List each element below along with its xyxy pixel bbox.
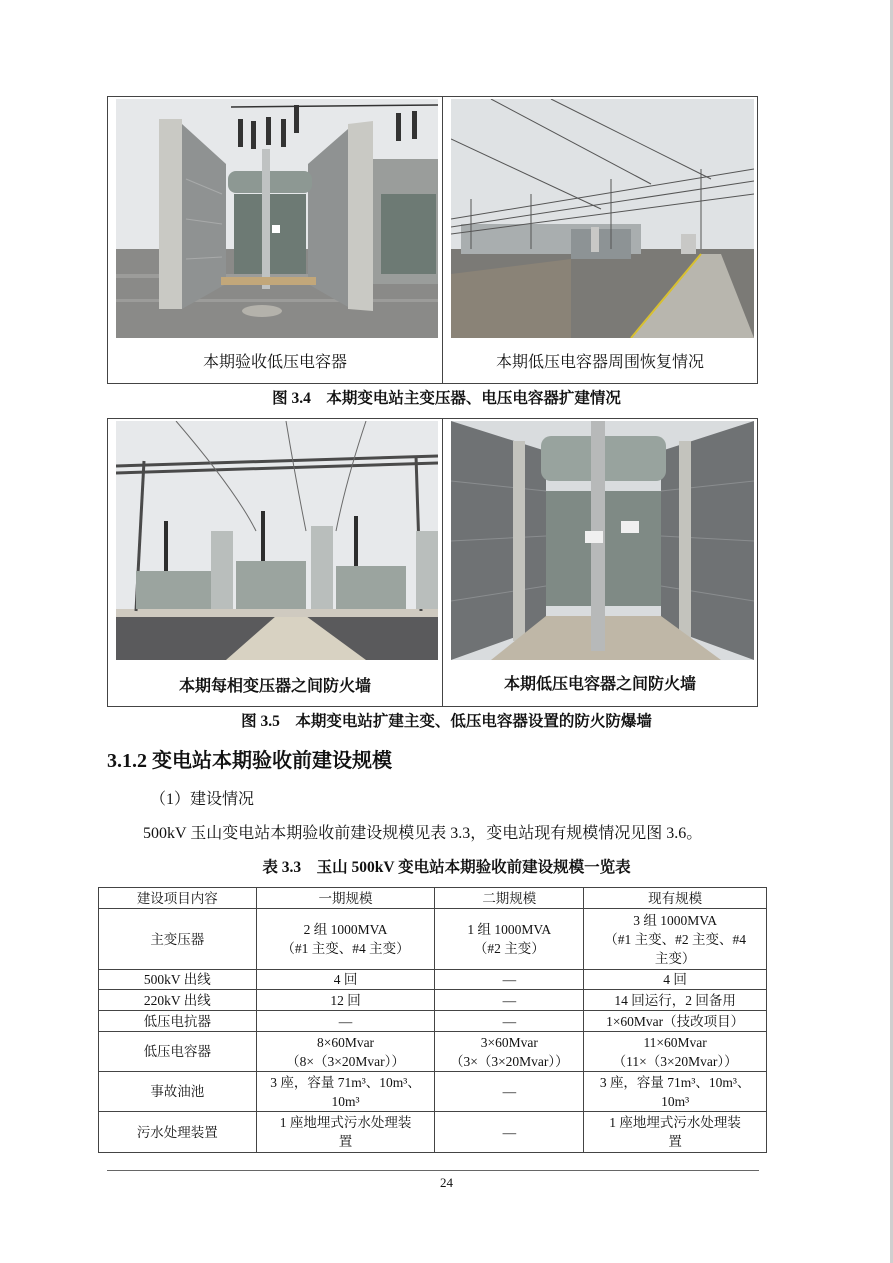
- table-cell: [584, 1032, 767, 1072]
- figure-3-4-right-caption: 本期低压电容器周围恢复情况: [495, 354, 704, 371]
- page-number: 24: [440, 1175, 453, 1190]
- cell-line: 8×60Mvar: [316, 1034, 375, 1050]
- table-cell: 低压电容器: [99, 1032, 257, 1072]
- table-cell: —: [435, 970, 584, 990]
- table-cell: 4 回: [256, 970, 435, 990]
- table-row: [99, 909, 767, 970]
- figure-3-4-title: 图 3.4 本期变电站主变压器、电压电容器扩建情况: [272, 390, 621, 407]
- cell-line: 10m³: [661, 1093, 690, 1109]
- cell-line: （3×（3×20Mvar））: [449, 1053, 569, 1069]
- figure-3-5-right-cell: [443, 419, 757, 706]
- cell-line: 10m³: [331, 1093, 360, 1109]
- table-cell: 污水处理装置: [99, 1112, 257, 1153]
- table-cell: 14 回运行，2 回备用: [584, 990, 767, 1011]
- body-paragraph: 500kV 玉山变电站本期验收前建设规模见表 3.3，变电站现有规模情况见图 3.6。: [143, 825, 703, 842]
- figure-3-4-left-caption: 本期验收低压电容器: [202, 354, 347, 371]
- table-cell: —: [435, 1112, 584, 1153]
- table-cell: [256, 1032, 435, 1072]
- table-cell: [256, 1112, 435, 1153]
- figure-3-5-grid: [107, 418, 758, 707]
- cell-line: 2 组 1000MVA: [303, 922, 388, 937]
- section-heading: 3.1.2 变电站本期验收前建设规模: [107, 750, 392, 772]
- scale-table: [98, 887, 767, 1153]
- figure-3-4-left-cell: [108, 97, 443, 383]
- table-row: [99, 990, 767, 1011]
- cell-line: 主变）: [654, 950, 696, 966]
- table-cell: 1×60Mvar（技改项目）: [584, 1011, 767, 1032]
- table-cell: 低压电抗器: [99, 1011, 257, 1032]
- figure-3-4-right-cell: [443, 97, 757, 383]
- table-row: [99, 970, 767, 990]
- cell-line: 3×60Mvar: [480, 1034, 538, 1050]
- sub-item: （1）建设情况: [150, 791, 255, 808]
- capacitor-surroundings-photo: [451, 99, 754, 338]
- table-cell: —: [256, 1011, 435, 1032]
- table-row: [99, 1032, 767, 1072]
- cell-line: （11×（3×20Mvar））: [612, 1053, 738, 1069]
- header-cell: 建设项目内容: [99, 888, 257, 909]
- table-cell: 主变压器: [99, 909, 257, 970]
- cell-line: 1 座地埋式污水处理装: [279, 1115, 412, 1130]
- cell-line: （8×（3×20Mvar））: [286, 1053, 405, 1069]
- table-cell: [435, 1032, 584, 1072]
- table-cell: [256, 1072, 435, 1112]
- capacitor-photo: [116, 99, 438, 338]
- header-cell: 一期规模: [256, 888, 435, 909]
- cell-line: 1 组 1000MVA: [467, 922, 552, 937]
- cell-line: （#2 主变）: [473, 941, 545, 956]
- cell-line: 3 座，容量 71m³、10m³、: [270, 1074, 421, 1090]
- table-cell: 12 回: [256, 990, 435, 1011]
- table-cell: [584, 1112, 767, 1153]
- cell-line: 1 座地埋式污水处理装: [609, 1115, 741, 1130]
- table-cell: [435, 909, 584, 970]
- table-header-row: [99, 888, 767, 909]
- table-row: [99, 1072, 767, 1112]
- table-cell: —: [435, 1072, 584, 1112]
- footer-rule: [107, 1170, 759, 1171]
- table-title: 表 3.3 玉山 500kV 变电站本期验收前建设规模一览表: [262, 859, 631, 876]
- transformer-firewall-photo: [116, 421, 438, 660]
- cell-line: （#1 主变、#4 主变）: [281, 941, 410, 956]
- cell-line: 3 座，容量 71m³、10m³、: [599, 1074, 751, 1090]
- table-cell: —: [435, 1011, 584, 1032]
- table-cell: [584, 909, 767, 970]
- figure-3-5-title: 图 3.5 本期变电站扩建主变、低压电容器设置的防火防爆墙: [241, 713, 652, 730]
- table-cell: 220kV 出线: [99, 990, 257, 1011]
- header-cell: 现有规模: [584, 888, 767, 909]
- cell-line: 3 组 1000MVA: [633, 912, 717, 928]
- figure-3-4-grid: [107, 96, 758, 384]
- header-cell: 二期规模: [435, 888, 584, 909]
- table-cell: 500kV 出线: [99, 970, 257, 990]
- cell-line: 11×60Mvar: [643, 1034, 707, 1050]
- cell-line: 置: [668, 1134, 682, 1149]
- cell-line: 置: [338, 1134, 353, 1149]
- table-cell: 4 回: [584, 970, 767, 990]
- cell-line: （#1 主变、#2 主变、#4: [604, 931, 746, 947]
- figure-3-5-right-caption: 本期低压电容器之间防火墙: [503, 676, 696, 693]
- table-cell: 事故油池: [99, 1072, 257, 1112]
- table-cell: [256, 909, 435, 970]
- capacitor-firewall-photo: [451, 421, 754, 660]
- table-cell: —: [435, 990, 584, 1011]
- table-row: [99, 1112, 767, 1153]
- figure-3-5-left-cell: [108, 419, 443, 706]
- table-cell: [584, 1072, 767, 1112]
- figure-3-5-left-caption: 本期每相变压器之间防火墙: [178, 678, 371, 695]
- table-row: [99, 1011, 767, 1032]
